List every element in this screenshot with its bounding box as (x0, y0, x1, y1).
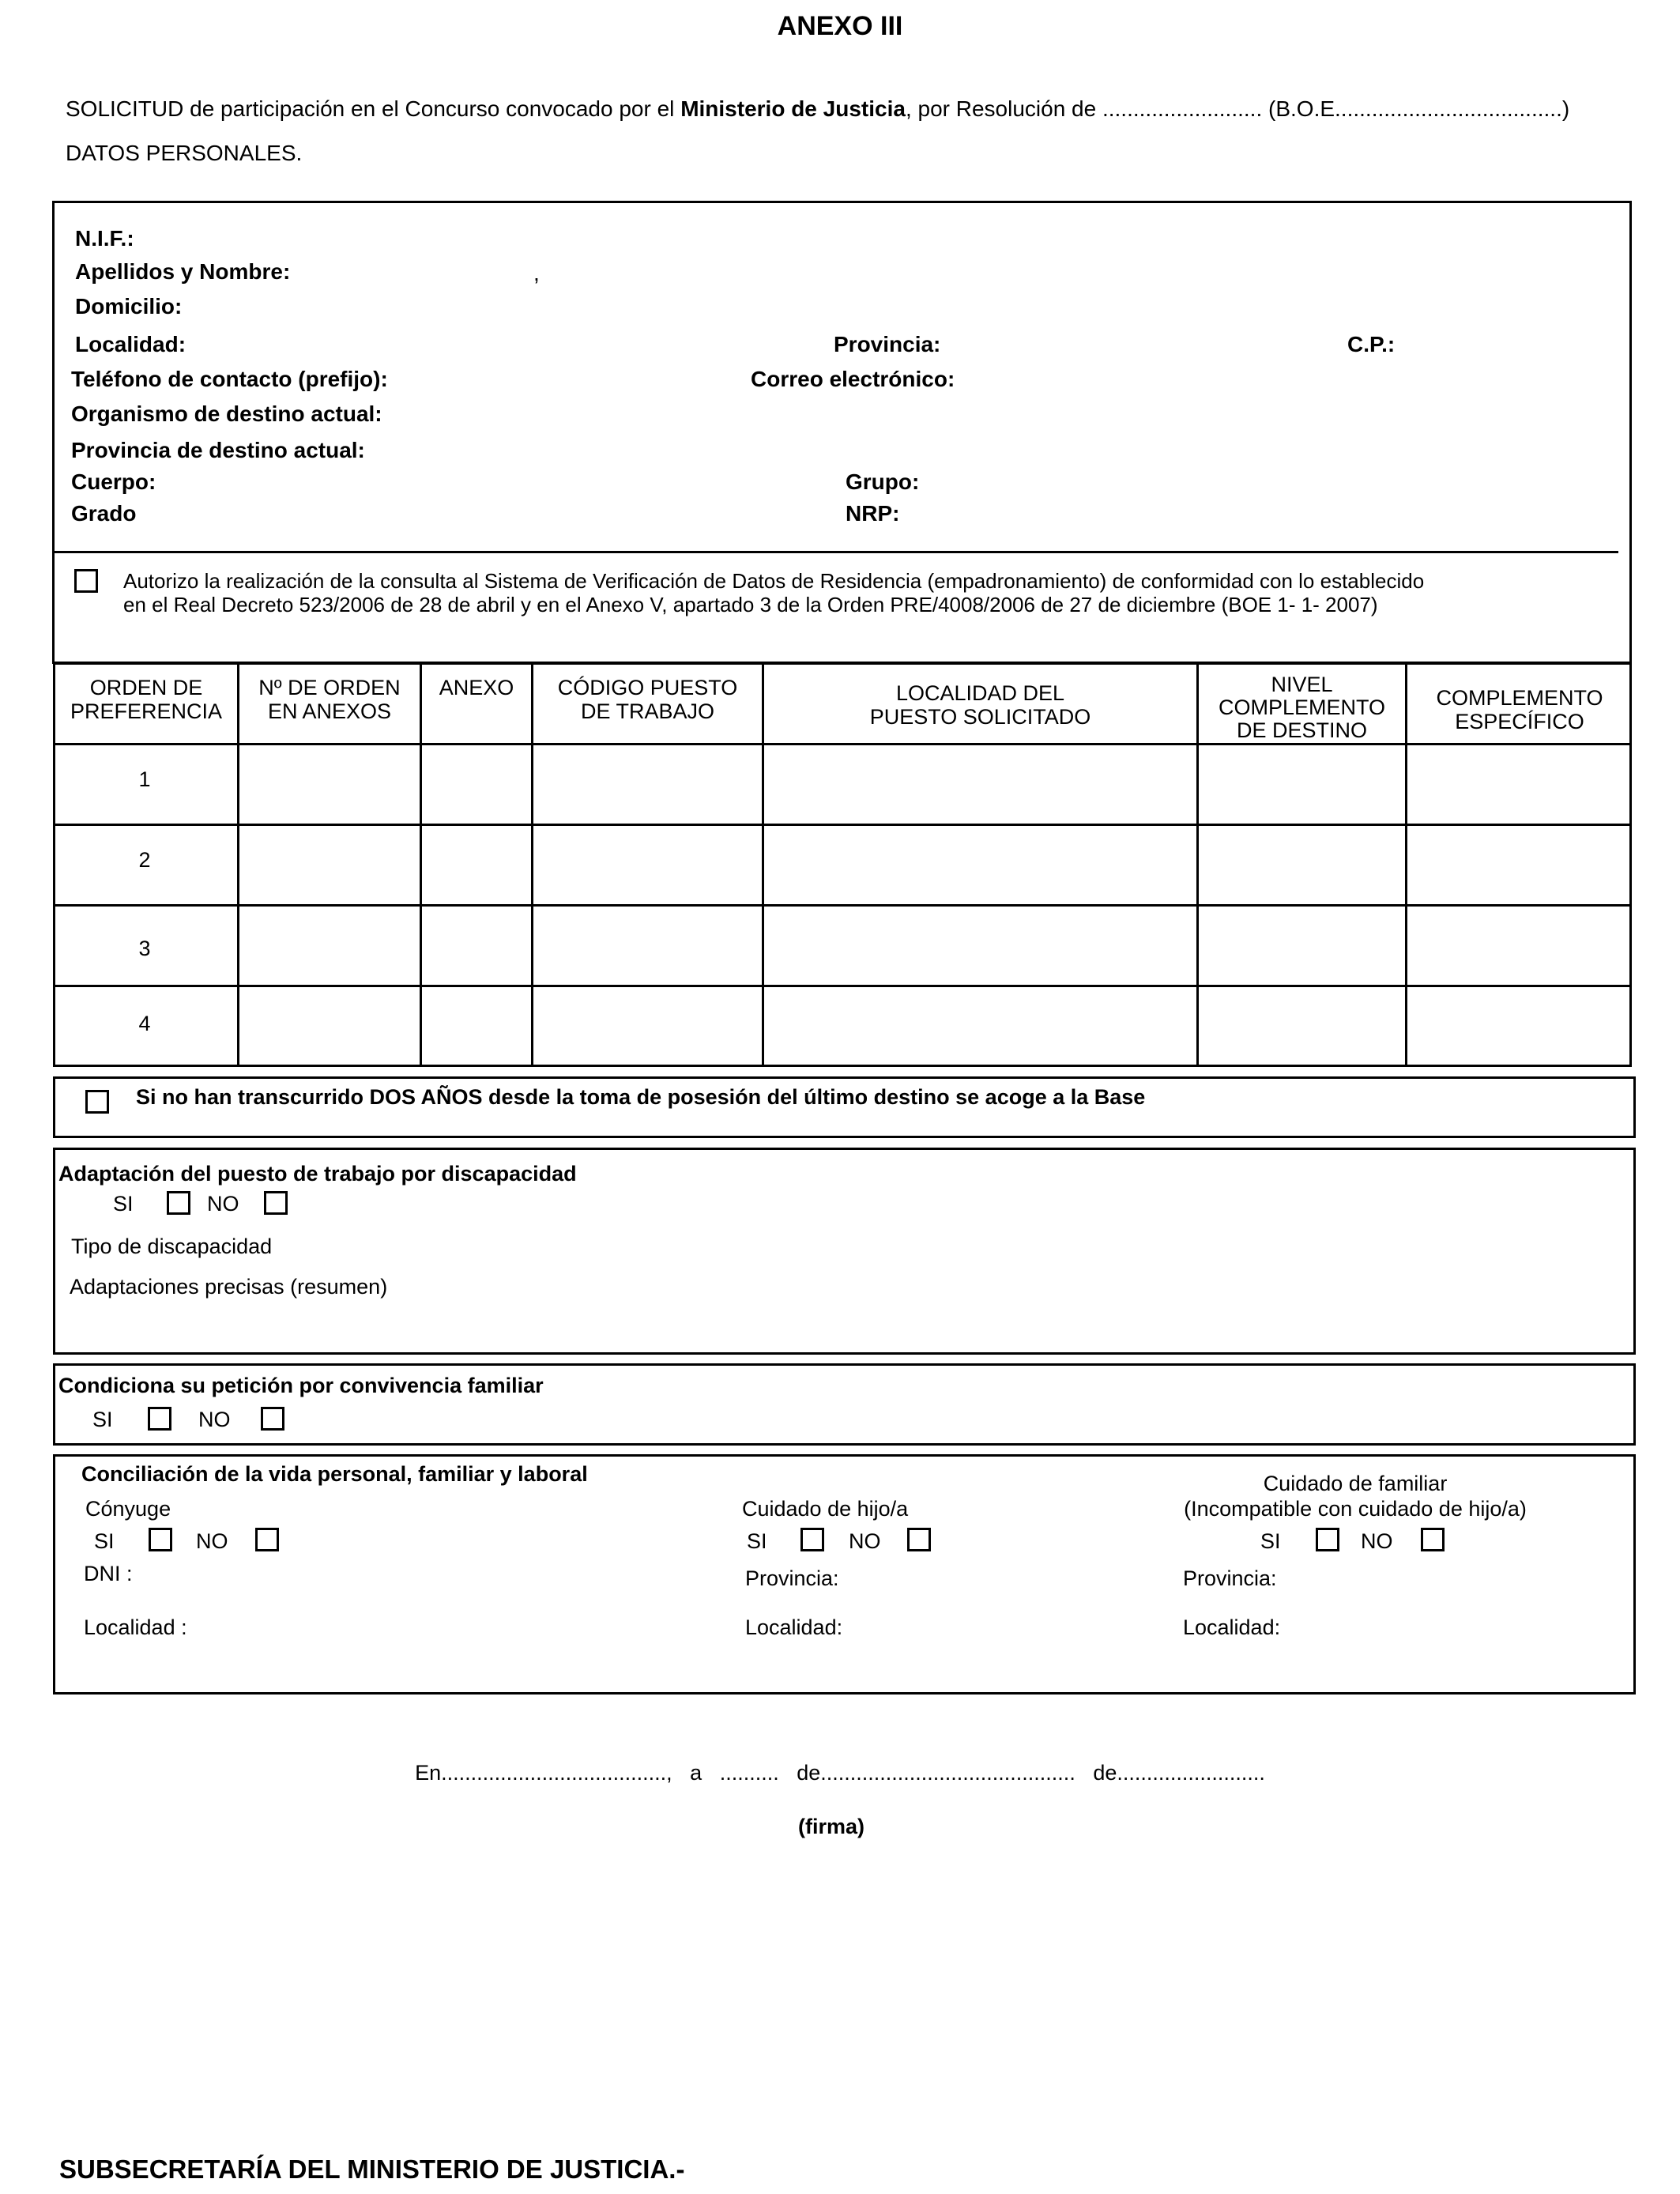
disability-adaptations-label: Adaptaciones precisas (resumen) (70, 1275, 388, 1299)
signature-label: (firma) (797, 1815, 864, 1838)
page-title: ANEXO III (777, 11, 903, 41)
spouse-no-label: NO (196, 1529, 228, 1553)
family-care-no-label: NO (1361, 1529, 1393, 1553)
intro-ministry: Ministerio de Justicia (680, 96, 906, 121)
header-level: NIVEL COMPLEMENTO DE DESTINO (1218, 673, 1386, 742)
organism-label: Organismo de destino actual: (71, 401, 382, 426)
header-locality: LOCALIDAD DEL PUESTO SOLICITADO (869, 681, 1091, 729)
name-separator: , (533, 261, 540, 285)
divider (52, 551, 1618, 553)
disability-yes-label: SI (113, 1192, 134, 1216)
nrp-label: NRP: (846, 501, 900, 526)
place-date-line: En......................................, a .......... de........................................... de......................... (415, 1761, 1265, 1785)
row-number: 1 (138, 767, 151, 791)
phone-label: Teléfono de contacto (prefijo): (71, 367, 388, 391)
footer-title: SUBSECRETARÍA DEL MINISTERIO DE JUSTICIA.- (59, 2154, 685, 2184)
spouse-yes-checkbox[interactable] (149, 1528, 172, 1551)
group-label: Grupo: (846, 469, 920, 494)
table-col-divider (420, 662, 422, 1067)
family-care-no-checkbox[interactable] (1421, 1528, 1445, 1551)
intro-line (66, 96, 1569, 122)
two-years-text: Si no han transcurrido DOS AÑOS desde la toma de posesión del último destino se acoge a la Base (136, 1085, 1146, 1109)
name-label: Apellidos y Nombre: (75, 259, 291, 284)
child-care-no-checkbox[interactable] (907, 1528, 931, 1551)
spouse-no-checkbox[interactable] (255, 1528, 279, 1551)
authorization-line-1: Autorizo la realización de la consulta al Sistema de Verificación de Datos de Residencia (empadronamiento) de conformidad con lo establecido (123, 569, 1425, 593)
two-years-checkbox[interactable] (85, 1090, 109, 1114)
family-care-locality-label: Localidad: (1183, 1615, 1281, 1639)
cohabitation-yes-label: SI (92, 1408, 113, 1431)
row-number: 3 (138, 937, 151, 960)
header-order-number: Nº DE ORDEN EN ANEXOS (258, 676, 401, 723)
spouse-label: Cónyuge (85, 1497, 171, 1521)
cohabitation-no-label: NO (198, 1408, 231, 1431)
table-header-divider (53, 743, 1632, 745)
child-care-no-label: NO (849, 1529, 881, 1553)
child-care-province-label: Provincia: (745, 1566, 839, 1590)
disability-yes-checkbox[interactable] (167, 1191, 190, 1215)
authorization-checkbox[interactable] (74, 569, 98, 593)
spouse-locality-label: Localidad : (84, 1615, 187, 1639)
conciliation-title: Conciliación de la vida personal, familiar y laboral (81, 1462, 588, 1486)
table-row-divider (53, 985, 1632, 987)
disability-type-label: Tipo de discapacidad (71, 1235, 273, 1258)
row-number: 4 (138, 1012, 151, 1035)
intro-suffix: , por Resolución de .......................... (B.O.E.....................................) (905, 96, 1570, 121)
family-care-yes-checkbox[interactable] (1316, 1528, 1339, 1551)
child-care-label: Cuidado de hijo/a (742, 1497, 909, 1521)
header-job-code: CÓDIGO PUESTO DE TRABAJO (557, 676, 738, 723)
table-row-divider (53, 824, 1632, 826)
nif-label: N.I.F.: (75, 226, 134, 251)
grade-label: Grado (71, 501, 137, 526)
table-row-divider (53, 904, 1632, 907)
dest-province-label: Provincia de destino actual: (71, 438, 365, 462)
family-care-yes-label: SI (1260, 1529, 1281, 1553)
row-number: 2 (138, 848, 151, 872)
family-care-label-2: (Incompatible con cuidado de hijo/a) (1184, 1497, 1527, 1521)
locality-label: Localidad: (75, 332, 186, 356)
header-preference: ORDEN DE PREFERENCIA (70, 676, 223, 723)
corps-label: Cuerpo: (71, 469, 156, 494)
province-label: Provincia: (834, 332, 941, 356)
family-care-label-1: Cuidado de familiar (1263, 1472, 1448, 1495)
disability-no-checkbox[interactable] (264, 1191, 288, 1215)
spouse-yes-label: SI (94, 1529, 115, 1553)
cohabitation-no-checkbox[interactable] (261, 1407, 284, 1431)
header-specific-complement: COMPLEMENTO ESPECÍFICO (1436, 686, 1603, 733)
cohabitation-yes-checkbox[interactable] (148, 1407, 171, 1431)
section-title: DATOS PERSONALES. (66, 141, 303, 165)
address-label: Domicilio: (75, 294, 183, 319)
header-annex: ANEXO (439, 676, 514, 699)
cohabitation-title: Condiciona su petición por convivencia familiar (58, 1374, 544, 1397)
disability-title: Adaptación del puesto de trabajo por discapacidad (58, 1162, 577, 1186)
postal-code-label: C.P.: (1347, 332, 1396, 356)
child-care-yes-checkbox[interactable] (800, 1528, 824, 1551)
spouse-dni-label: DNI : (84, 1562, 133, 1585)
child-care-locality-label: Localidad: (745, 1615, 843, 1639)
authorization-line-2: en el Real Decreto 523/2006 de 28 de abril y en el Anexo V, apartado 3 de la Orden PRE/4008/2006 de 27 de diciembre (BOE 1- 1- 2007) (123, 593, 1378, 616)
email-label: Correo electrónico: (751, 367, 955, 391)
intro-prefix: SOLICITUD de participación en el Concurso convocado por el (66, 96, 681, 121)
child-care-yes-label: SI (747, 1529, 767, 1553)
family-care-province-label: Provincia: (1183, 1566, 1277, 1590)
disability-no-label: NO (207, 1192, 239, 1216)
